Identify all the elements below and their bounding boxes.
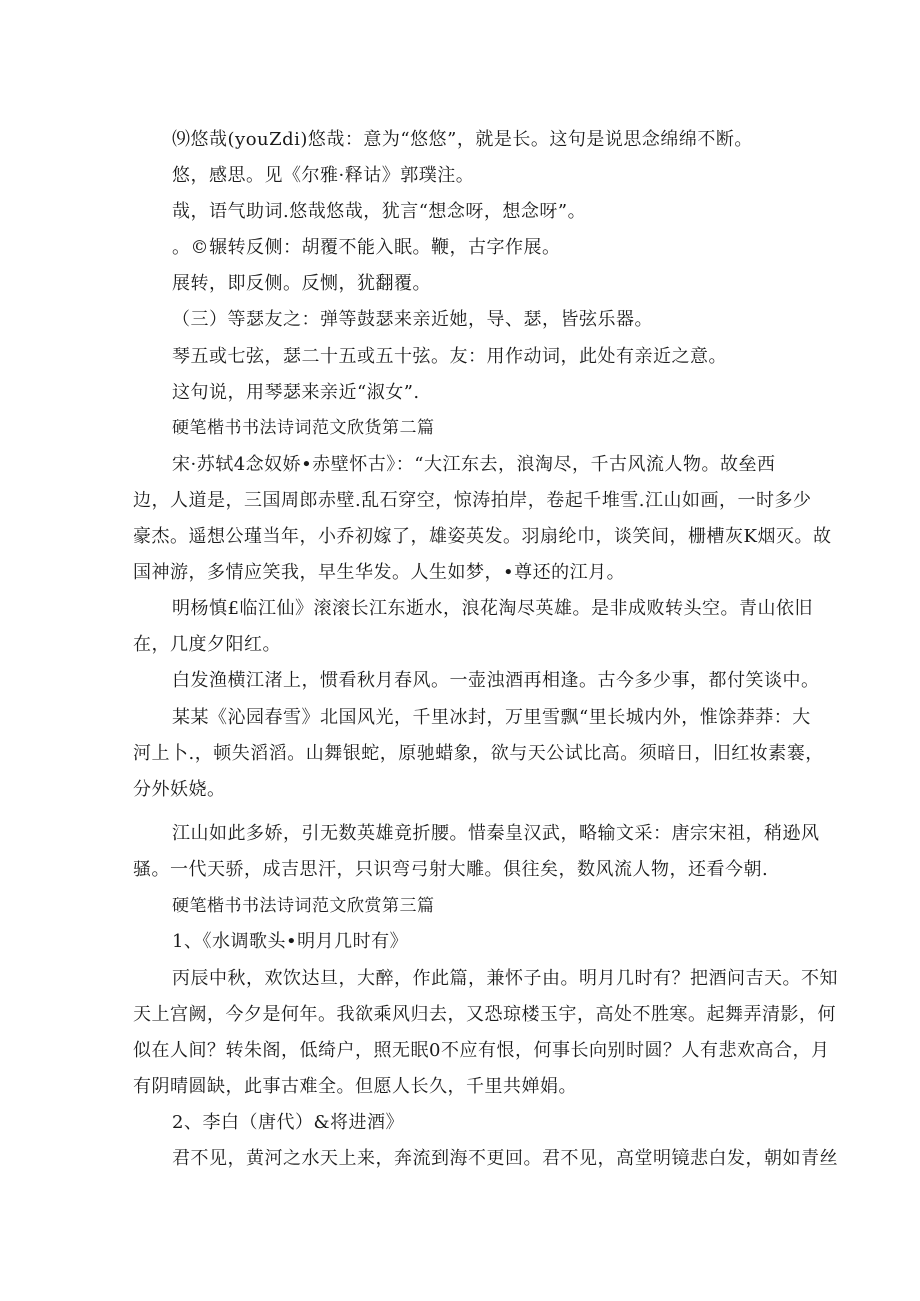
text-line: 似在人间？转朱阁，低绮户，照无眠0不应有恨，何事长向别时圆？人有悲欢高合，月 <box>133 1040 830 1061</box>
text-line: 丙辰中秋，欢饮达旦，大醉，作此篇，兼怀子由。明月几时有？把酒问吉天。不知 <box>172 968 838 989</box>
text-line: 白发渔横江渚上，惯看秋月春风。一壶浊酒再相逢。古今多少事，都付笑谈中。 <box>172 670 820 691</box>
text-line: 君不见，黄河之水天上来，奔流到海不更回。君不见，高堂明镜悲白发，朝如青丝 <box>172 1148 838 1169</box>
text-line: 分外妖娆。 <box>133 779 226 800</box>
text-line: 明杨慎£临江仙》滚滚长江东逝水，浪花淘尽英雄。是非成败转头空。青山依旧 <box>172 598 813 619</box>
text-line: 宋·苏轼4念奴娇•赤壁怀古》：“大江东去，浪淘尽，千古风流人物。故垒西 <box>172 454 776 475</box>
text-line: 边，人道是，三国周郎赤壁.乱石穿空，惊涛拍岸，卷起千堆雪.江山如画，一时多少 <box>133 490 812 511</box>
text-line: 河上卜.，顿失滔滔。山舞银蛇，原驰蜡象，欲与天公试比高。须暗日，旧红妆素褰， <box>133 743 824 764</box>
section-heading: 硬笔楷书书法诗词范文欣货第二篇 <box>172 418 435 438</box>
text-line: 天上宫阙，今夕是何年。我欲乘风归去，又恐琼楼玉宇，高处不胜寒。起舞弄清影，何 <box>133 1004 836 1025</box>
text-line: 某某《沁园春雪》北国风光，千里冰封，万里雪飘“里长城内外，惟馀莽莽：大 <box>172 707 811 728</box>
text-line: 豪杰。遥想公瑾当年，小乔初嫁了，雄姿英发。羽扇纶巾，谈笑间，栅槽灰K烟灭。故 <box>133 526 832 547</box>
text-line: 骚。一代天骄，成吉思汗，只识弯弓射大雕。俱往矣，数风流人物，还看今朝. <box>133 859 769 880</box>
text-line: 展转，即反侧。反恻，犹翻覆。 <box>172 273 431 294</box>
text-line: 国神游，多情应笑我，早生华发。人生如梦，•尊还的江月。 <box>133 562 626 583</box>
section-heading: 硬笔楷书书法诗词范文欣赏第三篇 <box>172 896 435 916</box>
list-item-heading: 1、《水调歌头•明月几时有》 <box>172 931 409 952</box>
text-line: 这句说，用琴瑟来亲近“淑女”. <box>172 382 420 403</box>
text-line: 江山如此多娇，引无数英雄竟折腰。惜秦皇汉武，略输文采：唐宗宋祖，稍逊风 <box>172 823 820 844</box>
list-item-heading: 2、李白（唐代）&将进酒》 <box>172 1112 404 1133</box>
text-line: 有阴晴圆缺，此事古难全。但愿人长久，千里共婵娟。 <box>133 1076 577 1097</box>
text-line: 哉，语气助词.悠哉悠哉，犹言“想念呀，想念呀”。 <box>172 201 587 222</box>
text-line: 在，几度夕阳红。 <box>133 634 281 655</box>
text-line: ⑼悠哉(youZdi)悠哉：意为“悠悠”，就是长。这句是说思念绵绵不断。 <box>172 129 753 150</box>
text-line: （三）等瑟友之：弹等鼓瑟来亲近她，导、瑟，皆弦乐器。 <box>172 309 653 330</box>
text-line: 琴五或七弦，瑟二十五或五十弦。友：用作动词，此处有亲近之意。 <box>172 346 727 367</box>
text-line: 悠，感思。见《尔雅·释诂》郭璞注。 <box>172 165 475 186</box>
text-line: 。©辗转反侧：胡覆不能入眠。鞭，古字作展。 <box>172 237 561 258</box>
